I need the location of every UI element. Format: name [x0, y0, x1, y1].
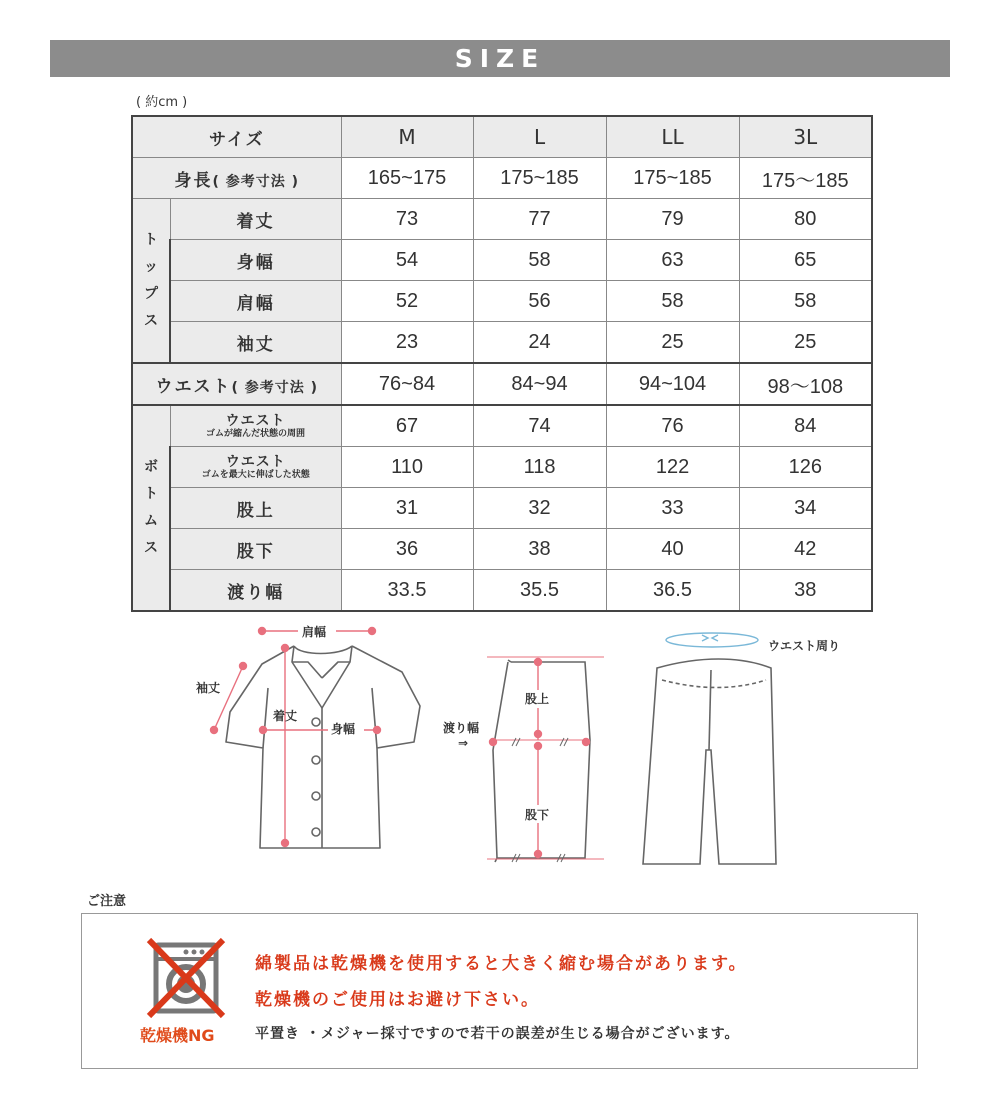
table-cell: 77 — [473, 199, 606, 240]
table-cell: 24 — [473, 322, 606, 364]
row-label: 股上 — [170, 488, 341, 529]
table-row-waist — [132, 363, 872, 405]
waist-ref-label: ( 参考寸法 ) — [231, 379, 319, 396]
waist-relaxed-sub: ゴムが縮んだ状態の周囲 — [206, 429, 306, 439]
banner-title: SIZE — [454, 44, 546, 73]
table-cell: 175〜185 — [739, 158, 872, 199]
thigh-arrow: ⇒ — [458, 736, 469, 750]
table-cell: 94~104 — [606, 363, 739, 405]
table-cell: 40 — [606, 529, 739, 570]
group-char: ス — [144, 312, 158, 329]
waist-circumference-label: ウエスト周り — [768, 639, 841, 653]
table-cell: 23 — [341, 322, 473, 364]
caution-title: ご注意 — [87, 894, 127, 909]
table-cell: 122 — [606, 447, 739, 488]
table-cell: 76 — [606, 405, 739, 447]
warning-line-1: 綿製品は乾燥機を使用すると大きく縮む場合があります。 — [255, 954, 748, 974]
table-cell: 34 — [739, 488, 872, 529]
table-cell: 31 — [341, 488, 473, 529]
table-cell: 80 — [739, 199, 872, 240]
size-header: M — [341, 116, 473, 158]
table-row — [132, 322, 872, 364]
table-cell: 25 — [739, 322, 872, 364]
pants-tick-marks — [512, 738, 568, 862]
table-cell: 42 — [739, 529, 872, 570]
table-cell: 36 — [341, 529, 473, 570]
table-row — [132, 405, 872, 447]
table-cell: 126 — [739, 447, 872, 488]
size-table — [131, 115, 873, 612]
row-label-waist-relaxed — [170, 405, 341, 447]
table-cell: 58 — [739, 281, 872, 322]
warning-line-2: 乾燥機のご使用はお避け下さい。 — [255, 990, 540, 1010]
group-char: ボ — [144, 459, 158, 475]
bottoms-group-label — [132, 405, 170, 611]
table-cell: 63 — [606, 240, 739, 281]
table-cell: 35.5 — [473, 570, 606, 612]
no-dryer-icon — [146, 937, 226, 1019]
table-cell: 165~175 — [341, 158, 473, 199]
group-char: ム — [144, 513, 158, 529]
table-cell: 32 — [473, 488, 606, 529]
tops-group-label — [132, 199, 170, 364]
table-cell: 52 — [341, 281, 473, 322]
height-label — [132, 158, 341, 199]
table-row — [132, 529, 872, 570]
size-banner — [50, 40, 950, 77]
table-cell: 54 — [341, 240, 473, 281]
waist-stretched-sub: ゴムを最大に伸ばした状態 — [201, 470, 310, 480]
table-cell: 58 — [606, 281, 739, 322]
table-cell: 33.5 — [341, 570, 473, 612]
body-width-label: 身幅 — [331, 722, 356, 736]
waist-stretched-label: ウエスト — [225, 454, 286, 470]
size-header: LL — [606, 116, 739, 158]
waist-relaxed-label: ウエスト — [225, 413, 286, 429]
table-cell: 84 — [739, 405, 872, 447]
group-char: ス — [144, 540, 158, 556]
table-cell: 175~185 — [606, 158, 739, 199]
group-char: ト — [144, 231, 158, 248]
row-label-waist-stretched — [170, 447, 341, 488]
row-label: 股下 — [170, 529, 341, 570]
height-main-label: 身長 — [174, 170, 213, 191]
pants-measure-lines — [490, 659, 590, 858]
table-cell: 58 — [473, 240, 606, 281]
table-cell: 84~94 — [473, 363, 606, 405]
size-header: 3L — [739, 116, 872, 158]
row-label: 渡り幅 — [170, 570, 341, 612]
waist-circumference-arrow — [666, 633, 758, 647]
group-char: プ — [144, 285, 158, 302]
table-row-sizes — [132, 116, 872, 158]
table-cell: 38 — [739, 570, 872, 612]
row-label: 着丈 — [170, 199, 341, 240]
table-cell: 74 — [473, 405, 606, 447]
table-cell: 65 — [739, 240, 872, 281]
table-cell: 98〜108 — [739, 363, 872, 405]
thigh-width-label: 渡り幅 — [443, 721, 480, 735]
shoulder-width-label: 肩幅 — [302, 625, 327, 639]
group-char: ッ — [144, 258, 158, 275]
group-char: ト — [144, 486, 158, 502]
table-cell: 56 — [473, 281, 606, 322]
table-cell: 33 — [606, 488, 739, 529]
table-row — [132, 488, 872, 529]
table-cell: 76~84 — [341, 363, 473, 405]
table-cell: 118 — [473, 447, 606, 488]
sleeve-length-label: 袖丈 — [196, 681, 221, 695]
rise-label: 股上 — [525, 692, 550, 706]
table-cell: 36.5 — [606, 570, 739, 612]
body-length-label: 着丈 — [273, 709, 298, 723]
size-label: サイズ — [132, 116, 341, 158]
table-cell: 67 — [341, 405, 473, 447]
height-ref-label: ( 参考寸法 ) — [212, 173, 300, 190]
table-cell: 175~185 — [473, 158, 606, 199]
table-row — [132, 240, 872, 281]
waist-main-label: ウエスト — [155, 376, 232, 397]
row-label: 身幅 — [170, 240, 341, 281]
inseam-label: 股下 — [525, 808, 550, 822]
dryer-ng-label: 乾燥機NG — [140, 1026, 215, 1045]
table-row — [132, 447, 872, 488]
measurement-note: 平置き ・メジャー採寸ですので若干の誤差が生じる場合がございます。 — [255, 1026, 740, 1042]
table-row — [132, 281, 872, 322]
table-cell: 79 — [606, 199, 739, 240]
size-header: L — [473, 116, 606, 158]
unit-note: ( 約cm ) — [136, 95, 188, 110]
pants-back-illustration — [643, 659, 776, 864]
table-row — [132, 199, 872, 240]
table-cell: 110 — [341, 447, 473, 488]
waist-label — [132, 363, 341, 405]
table-cell: 73 — [341, 199, 473, 240]
shirt-illustration — [226, 646, 420, 848]
measurement-diagram — [0, 600, 1001, 880]
table-row-height — [132, 158, 872, 199]
table-cell: 25 — [606, 322, 739, 364]
row-label: 肩幅 — [170, 281, 341, 322]
table-cell: 38 — [473, 529, 606, 570]
row-label: 袖丈 — [170, 322, 341, 364]
